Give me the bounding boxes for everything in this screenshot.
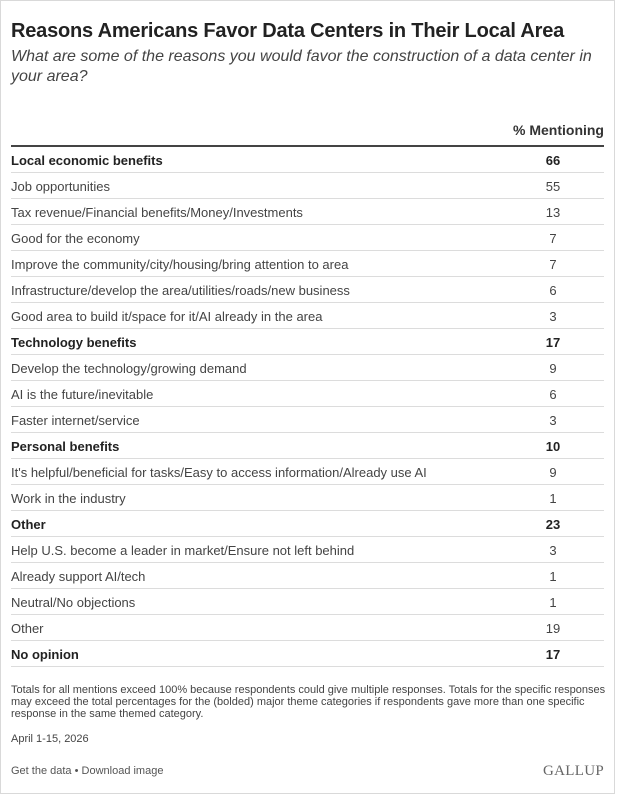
table-row [11,355,604,381]
row-value: 17 [545,335,561,350]
row-value: 3 [549,309,557,324]
row-label: Good area to build it/space for it/AI already in the area [11,309,323,324]
table-header [11,122,604,142]
row-value: 1 [549,569,557,584]
row-label: Develop the technology/growing demand [11,361,247,376]
table-row [11,615,604,641]
row-value: 23 [545,517,561,532]
table-row [11,277,604,303]
table-row [11,381,604,407]
footer-links [11,765,163,777]
row-label: Local economic benefits [11,153,163,168]
category-row [11,641,604,667]
table-row [11,199,604,225]
table-row [11,173,604,199]
data-table [11,145,604,667]
column-header-mentioning: % Mentioning [513,122,604,138]
row-value: 1 [549,595,557,610]
category-row [11,433,604,459]
table-row [11,225,604,251]
table-row [11,563,604,589]
row-label: No opinion [11,647,79,662]
row-label: Neutral/No objections [11,595,136,610]
row-label: Infrastructure/develop the area/utilities/roads/new business [11,283,350,298]
gallup-logo: GALLUP [543,763,604,779]
row-label: Good for the economy [11,231,140,246]
table-row [11,589,604,615]
table-row [11,537,604,563]
row-label: Technology benefits [11,335,137,350]
survey-date: April 1-15, 2026 [11,733,89,745]
table-row [11,459,604,485]
row-label: AI is the future/inevitable [11,387,154,402]
row-value: 19 [545,621,561,636]
row-value: 6 [549,387,557,402]
download-image-link[interactable]: Download image [81,765,164,777]
chart-title: Reasons Americans Favor Data Centers in Their Local Area [11,20,565,42]
row-value: 3 [549,413,557,428]
row-value: 6 [549,283,557,298]
row-value: 17 [545,647,561,662]
footnote: Totals for all mentions exceed 100% because respondents could give multiple responses. Totals for the specific responses may exceed the total percentages for the (bolded) major theme categories if respondents gave more than one specific response in the same themed category. [11,684,606,720]
chart-subtitle: What are some of the reasons you would favor the construction of a data center in your area? [11,48,592,85]
table-row [11,485,604,511]
row-value: 10 [545,439,561,454]
row-value: 9 [549,361,557,376]
row-label: Already support AI/tech [11,569,146,584]
row-label: Other [11,621,44,636]
row-value: 7 [549,231,557,246]
category-row [11,511,604,537]
row-label: It's helpful/beneficial for tasks/Easy to access information/Already use AI [11,465,427,480]
row-value: 55 [545,179,561,194]
row-value: 9 [549,465,557,480]
category-row [11,147,604,173]
row-value: 1 [549,491,557,506]
row-value: 66 [545,153,561,168]
row-value: 7 [549,257,557,272]
row-label: Job opportunities [11,179,111,194]
row-label: Work in the industry [11,491,126,506]
table-row [11,303,604,329]
row-label: Help U.S. become a leader in market/Ensure not left behind [11,543,355,558]
row-label: Faster internet/service [11,413,140,428]
table-row [11,407,604,433]
row-value: 13 [545,205,561,220]
get-data-link[interactable]: Get the data [11,765,72,777]
category-row [11,329,604,355]
link-separator: • [71,765,82,777]
row-value: 3 [549,543,557,558]
row-label: Tax revenue/Financial benefits/Money/Investments [11,205,303,220]
table-row [11,251,604,277]
row-label: Personal benefits [11,439,120,454]
row-label: Improve the community/city/housing/bring attention to area [11,257,349,272]
row-label: Other [11,517,46,532]
